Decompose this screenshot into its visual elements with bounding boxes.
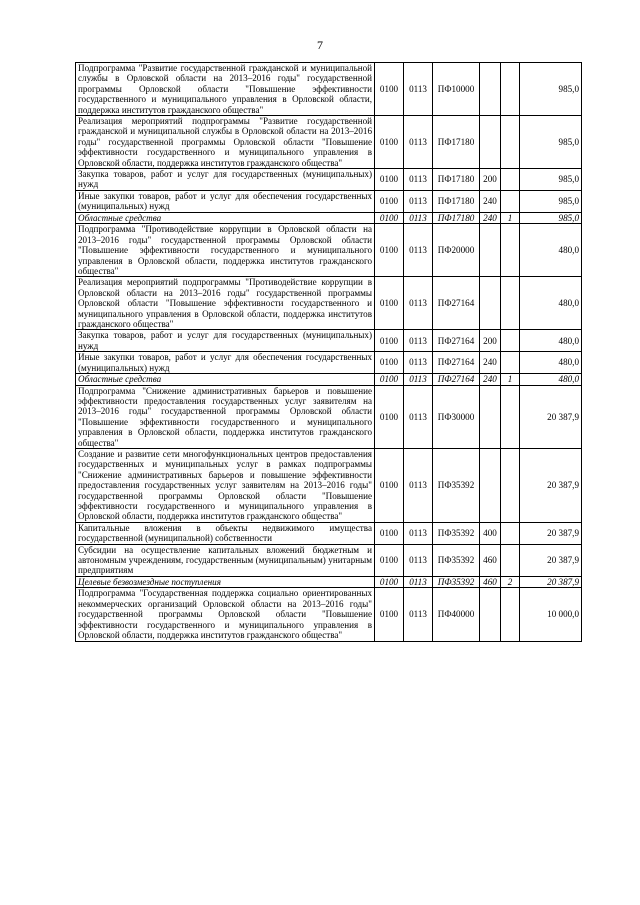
budget-table [75, 62, 582, 642]
cell-expense-type: 240 [480, 190, 501, 212]
cell-amount: 480,0 [520, 373, 582, 385]
cell-amount: 10 000,0 [520, 588, 582, 641]
cell-subsection: 0113 [404, 352, 433, 374]
table-row-funding [76, 576, 582, 588]
cell-amount: 985,0 [520, 116, 582, 169]
cell-target-article: ПФ40000 [433, 588, 480, 641]
cell-section: 0100 [375, 522, 404, 544]
cell-target-article: ПФ17180 [433, 116, 480, 169]
cell-section: 0100 [375, 544, 404, 576]
cell-subsection: 0113 [404, 373, 433, 385]
cell-name: Областные средства [76, 373, 375, 385]
cell-funding-source [501, 352, 520, 374]
table-row [76, 224, 582, 277]
cell-name: Капитальные вложения в объекты недвижимого имущества государственной (муниципальной) собственности [76, 522, 375, 544]
table-row [76, 63, 582, 116]
cell-name: Субсидии на осуществление капитальных вложений бюджетным и автономным учреждениям, государственным (муниципальным) унитарным предприятиям [76, 544, 375, 576]
cell-section: 0100 [375, 588, 404, 641]
cell-amount: 20 387,9 [520, 449, 582, 523]
cell-target-article: ПФ10000 [433, 63, 480, 116]
table-row [76, 352, 582, 374]
cell-section: 0100 [375, 449, 404, 523]
cell-funding-source: 1 [501, 212, 520, 224]
cell-name: Областные средства [76, 212, 375, 224]
cell-target-article: ПФ27164 [433, 352, 480, 374]
cell-subsection: 0113 [404, 63, 433, 116]
cell-target-article: ПФ27164 [433, 373, 480, 385]
cell-funding-source [501, 544, 520, 576]
cell-name: Целевые безвозмездные поступления [76, 576, 375, 588]
cell-section: 0100 [375, 212, 404, 224]
cell-funding-source [501, 116, 520, 169]
cell-section: 0100 [375, 169, 404, 191]
cell-target-article: ПФ35392 [433, 449, 480, 523]
table-row [76, 330, 582, 352]
cell-amount: 480,0 [520, 352, 582, 374]
cell-target-article: ПФ35392 [433, 576, 480, 588]
cell-expense-type [480, 224, 501, 277]
cell-section: 0100 [375, 576, 404, 588]
cell-subsection: 0113 [404, 169, 433, 191]
cell-subsection: 0113 [404, 588, 433, 641]
cell-expense-type: 460 [480, 576, 501, 588]
cell-amount: 480,0 [520, 330, 582, 352]
cell-amount: 480,0 [520, 224, 582, 277]
cell-subsection: 0113 [404, 116, 433, 169]
cell-section: 0100 [375, 277, 404, 330]
cell-funding-source [501, 522, 520, 544]
cell-expense-type: 460 [480, 544, 501, 576]
cell-funding-source [501, 224, 520, 277]
table-row [76, 277, 582, 330]
cell-target-article: ПФ30000 [433, 385, 480, 448]
cell-amount: 985,0 [520, 169, 582, 191]
cell-section: 0100 [375, 352, 404, 374]
cell-target-article: ПФ17180 [433, 190, 480, 212]
cell-expense-type: 200 [480, 330, 501, 352]
cell-target-article: ПФ20000 [433, 224, 480, 277]
cell-expense-type: 240 [480, 352, 501, 374]
cell-funding-source [501, 385, 520, 448]
cell-target-article: ПФ27164 [433, 277, 480, 330]
cell-funding-source: 2 [501, 576, 520, 588]
cell-funding-source [501, 190, 520, 212]
table-row [76, 588, 582, 641]
cell-amount: 20 387,9 [520, 576, 582, 588]
cell-funding-source [501, 588, 520, 641]
cell-subsection: 0113 [404, 544, 433, 576]
table-row-funding [76, 373, 582, 385]
cell-name: Иные закупки товаров, работ и услуг для обеспечения государственных (муниципальных) нужд [76, 352, 375, 374]
page-number: 7 [317, 38, 323, 52]
cell-target-article: ПФ27164 [433, 330, 480, 352]
cell-name: Подпрограмма "Снижение административных барьеров и повышение эффективности предоставления государственных услуг заявителям на 2013–2016 годы" государственной программы Орловской области "Повышение эффективности государственного и муниципального управления в Орловской области, поддержка институтов гражданского общества" [76, 385, 375, 448]
cell-expense-type [480, 63, 501, 116]
cell-expense-type [480, 385, 501, 448]
cell-funding-source [501, 449, 520, 523]
cell-amount: 20 387,9 [520, 522, 582, 544]
cell-subsection: 0113 [404, 190, 433, 212]
cell-section: 0100 [375, 190, 404, 212]
cell-name: Подпрограмма "Развитие государственной гражданской и муниципальной службы в Орловской области на 2013–2016 годы" государственной программы Орловской области "Повышение эффективности государственного и муниципального управления в Орловской области, поддержка институтов гражданского общества" [76, 63, 375, 116]
cell-target-article: ПФ35392 [433, 522, 480, 544]
table-row [76, 116, 582, 169]
cell-target-article: ПФ17180 [433, 169, 480, 191]
cell-amount: 985,0 [520, 63, 582, 116]
cell-subsection: 0113 [404, 277, 433, 330]
cell-amount: 985,0 [520, 212, 582, 224]
cell-target-article: ПФ35392 [433, 544, 480, 576]
cell-funding-source: 1 [501, 373, 520, 385]
table-row [76, 522, 582, 544]
cell-expense-type [480, 277, 501, 330]
cell-subsection: 0113 [404, 385, 433, 448]
table-row [76, 169, 582, 191]
cell-section: 0100 [375, 373, 404, 385]
cell-funding-source [501, 330, 520, 352]
cell-section: 0100 [375, 385, 404, 448]
cell-amount: 480,0 [520, 277, 582, 330]
cell-expense-type [480, 116, 501, 169]
cell-expense-type: 400 [480, 522, 501, 544]
table-row [76, 385, 582, 448]
cell-name: Иные закупки товаров, работ и услуг для обеспечения государственных (муниципальных) нужд [76, 190, 375, 212]
cell-name: Реализация мероприятий подпрограммы "Противодействие коррупции в Орловской области на 2013–2016 годы" государственной программы Орловской области "Повышение эффективности государственного и муниципального управления в Орловской области, поддержка институтов гражданского общества" [76, 277, 375, 330]
cell-expense-type: 200 [480, 169, 501, 191]
cell-subsection: 0113 [404, 224, 433, 277]
cell-section: 0100 [375, 116, 404, 169]
table-row-funding [76, 212, 582, 224]
cell-target-article: ПФ17180 [433, 212, 480, 224]
cell-expense-type [480, 588, 501, 641]
cell-name: Закупка товаров, работ и услуг для государственных (муниципальных) нужд [76, 169, 375, 191]
cell-section: 0100 [375, 330, 404, 352]
cell-expense-type [480, 449, 501, 523]
cell-subsection: 0113 [404, 576, 433, 588]
cell-funding-source [501, 277, 520, 330]
cell-subsection: 0113 [404, 522, 433, 544]
cell-subsection: 0113 [404, 449, 433, 523]
cell-expense-type: 240 [480, 212, 501, 224]
cell-amount: 20 387,9 [520, 385, 582, 448]
cell-section: 0100 [375, 63, 404, 116]
cell-name: Подпрограмма "Государственная поддержка социально ориентированных некоммерческих организаций Орловской области на 2013–2016 годы" государственной программы Орловской области "Повышение эффективности государственного и муниципального управления в Орловской области, поддержка институтов гражданского общества" [76, 588, 375, 641]
table-row [76, 190, 582, 212]
cell-subsection: 0113 [404, 330, 433, 352]
table-row [76, 449, 582, 523]
cell-name: Создание и развитие сети многофункциональных центров предоставления государственных и муниципальных услуг в рамках подпрограммы "Снижение административных барьеров и повышение эффективности предоставления государственных услуг заявителям на 2013–2016 годы" государственной программы Орловской области "Повышение эффективности государственного и муниципального управления в Орловской области, поддержка институтов гражданского общества" [76, 449, 375, 523]
cell-name: Закупка товаров, работ и услуг для государственных (муниципальных) нужд [76, 330, 375, 352]
cell-funding-source [501, 63, 520, 116]
cell-amount: 20 387,9 [520, 544, 582, 576]
cell-subsection: 0113 [404, 212, 433, 224]
cell-expense-type: 240 [480, 373, 501, 385]
cell-amount: 985,0 [520, 190, 582, 212]
cell-funding-source [501, 169, 520, 191]
cell-name: Подпрограмма "Противодействие коррупции в Орловской области на 2013–2016 годы" государственной программы Орловской области "Повышение эффективности государственного и муниципального управления в Орловской области, поддержка институтов гражданского общества" [76, 224, 375, 277]
table-row [76, 544, 582, 576]
cell-name: Реализация мероприятий подпрограммы "Развитие государственной гражданской и муниципальной службы в Орловской области на 2013–2016 годы" государственной программы Орловской области "Повышение эффективности государственного и муниципального управления в Орловской области, поддержка институтов гражданского общества" [76, 116, 375, 169]
cell-section: 0100 [375, 224, 404, 277]
